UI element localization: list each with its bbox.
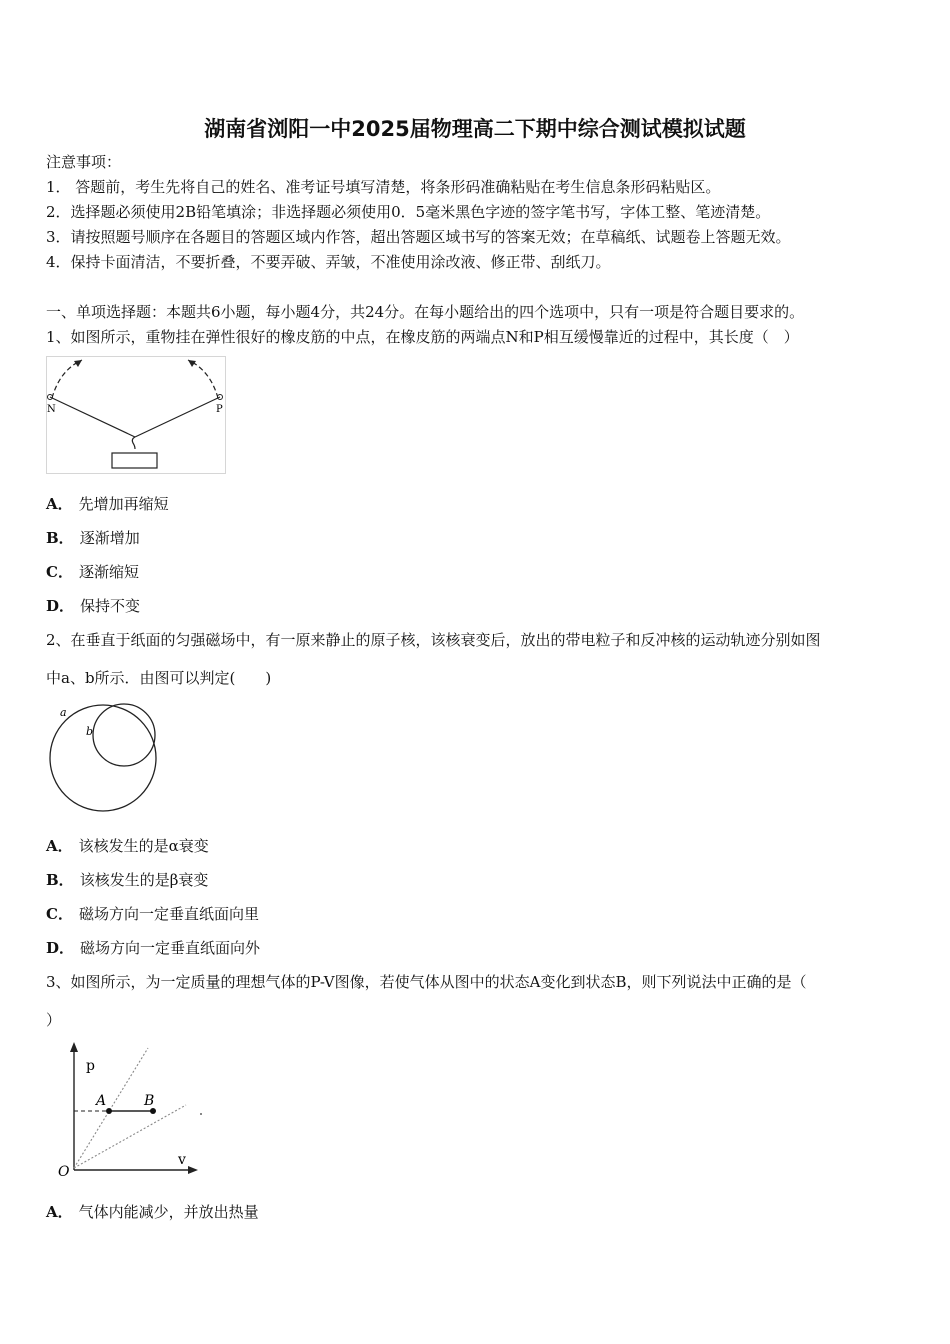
q1-label-p: P xyxy=(216,404,223,415)
notice-heading: 注意事项： xyxy=(46,153,122,171)
q3-point-a xyxy=(106,1108,112,1114)
q3-label-v: v xyxy=(178,1152,186,1168)
q3-label-o: O xyxy=(58,1164,70,1180)
q3-isochore-b xyxy=(74,1105,186,1168)
q1-band-left xyxy=(50,397,135,437)
q3-axis-p-arrow xyxy=(70,1042,78,1052)
q1-weight xyxy=(112,453,157,468)
q1-option-a[interactable]: A． 先增加再缩短 xyxy=(46,495,169,513)
q3-label-p: p xyxy=(86,1058,95,1074)
q1-option-c[interactable]: C． 逐渐缩短 xyxy=(46,563,139,581)
q1-label-n: N xyxy=(47,404,56,415)
q2-option-b[interactable]: B． 该核发生的是β衰变 xyxy=(46,871,209,889)
q3-axis-v-arrow xyxy=(188,1166,198,1174)
q3-stray-dot xyxy=(200,1113,202,1115)
q2-stem-line1: 2、在垂直于纸面的匀强磁场中，有一原来静止的原子核，该核衰变后，放出的带电粒子和反冲核的运动轨迹分别如图 xyxy=(46,631,821,649)
q2-figure xyxy=(46,700,166,816)
notice-item-4: 4．保持卡面清洁，不要折叠，不要弄破、弄皱，不准使用涂改液、修正带、刮纸刀。 xyxy=(46,253,611,271)
q1-option-d[interactable]: D． 保持不变 xyxy=(46,597,141,615)
notice-item-2: 2．选择题必须使用2B铅笔填涂；非选择题必须使用0．5毫米黑色字迹的签字笔书写，字体工整、笔迹清楚。 xyxy=(46,203,771,221)
q2-option-a[interactable]: A． 该核发生的是α衰变 xyxy=(46,837,209,855)
q1-figure xyxy=(46,356,226,474)
q2-label-a: a xyxy=(60,706,67,719)
q2-option-c[interactable]: C． 磁场方向一定垂直纸面向里 xyxy=(46,905,259,923)
q3-option-a[interactable]: A． 气体内能减少，并放出热量 xyxy=(46,1203,259,1221)
q2-stem-line2: 中a、b所示．由图可以判定( ) xyxy=(46,669,272,687)
q3-figure xyxy=(56,1040,216,1180)
q3-stem-line1: 3、如图所示，为一定质量的理想气体的P-V图像，若使气体从图中的状态A变化到状态B，则下列说法中正确的是（ xyxy=(46,973,807,991)
section-heading: 一、单项选择题：本题共6小题，每小题4分，共24分。在每小题给出的四个选项中，只有一项是符合题目要求的。 xyxy=(46,303,805,321)
q2-label-b: b xyxy=(86,725,94,738)
q1-band-right xyxy=(135,397,220,437)
q2-track-b xyxy=(93,704,155,766)
notice-item-3: 3．请按照题号顺序在各题目的答题区域内作答，超出答题区域书写的答案无效；在草稿纸、试题卷上答题无效。 xyxy=(46,228,791,246)
q1-stem: 1、如图所示，重物挂在弹性很好的橡皮筋的中点，在橡皮筋的两端点N和P相互缓慢靠近的过程中，其长度（ ） xyxy=(46,328,799,346)
q2-option-d[interactable]: D． 磁场方向一定垂直纸面向外 xyxy=(46,939,261,957)
q1-option-b[interactable]: B． 逐渐增加 xyxy=(46,529,140,547)
notice-item-1: 1． 答题前，考生先将自己的姓名、准考证号填写清楚，将条形码准确粘贴在考生信息条形码粘贴区。 xyxy=(46,178,721,196)
q1-hook xyxy=(132,437,135,449)
q3-label-b: B xyxy=(144,1093,155,1109)
q3-stem-line2: ） xyxy=(46,1011,62,1029)
q3-label-a: A xyxy=(96,1093,107,1109)
page-title: 湖南省浏阳一中2025届物理高二下期中综合测试模拟试题 xyxy=(204,117,746,141)
